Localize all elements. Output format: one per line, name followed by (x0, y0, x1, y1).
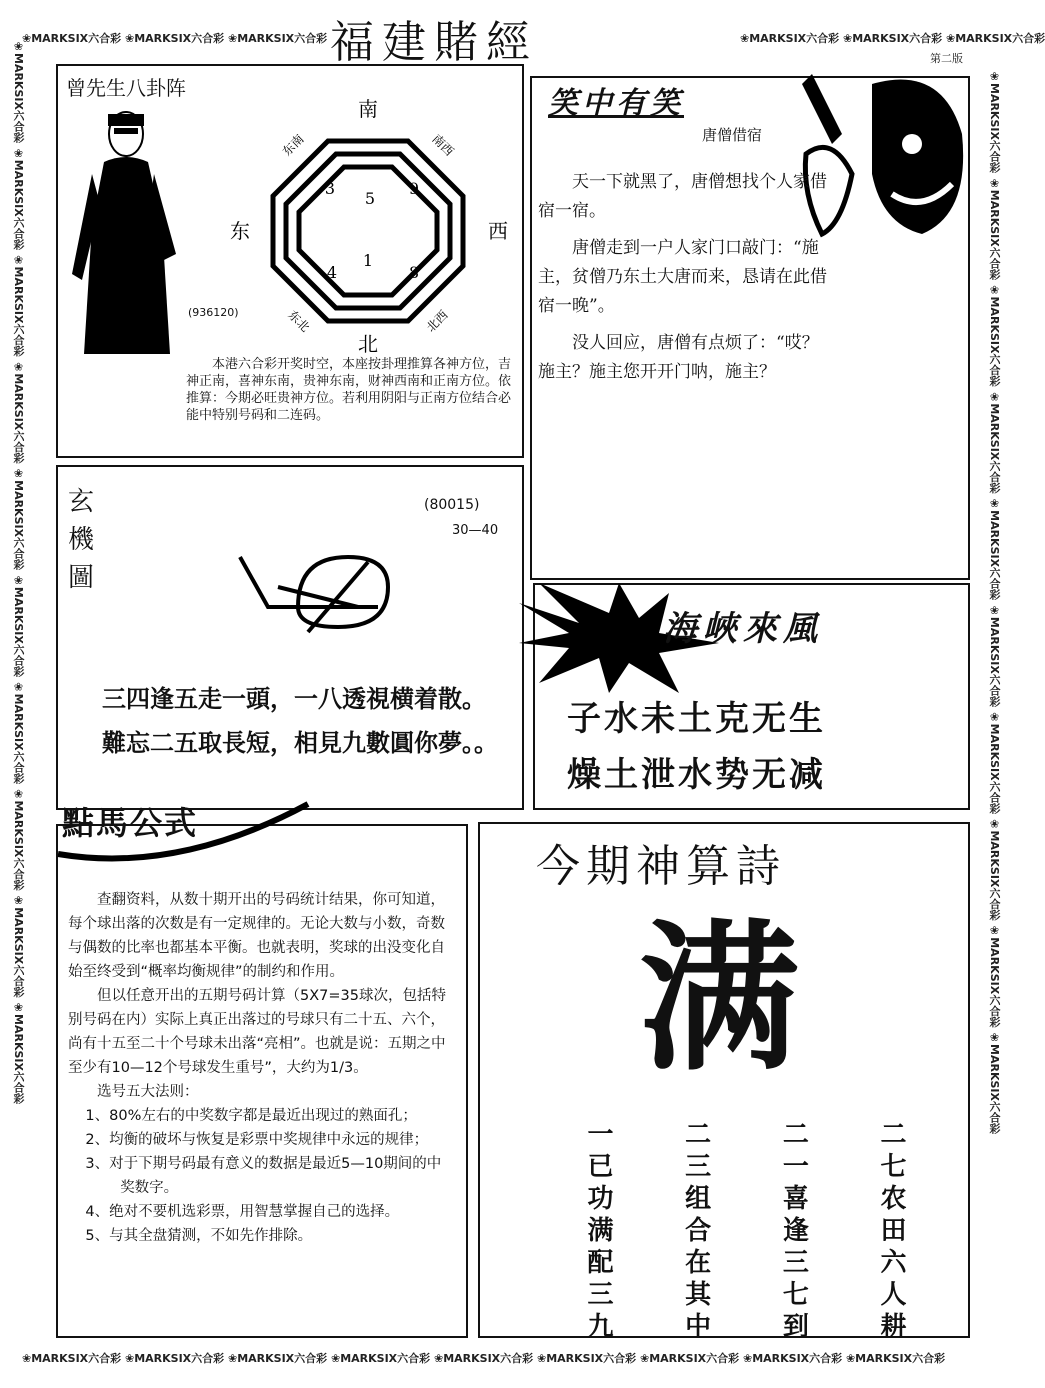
strait-wind-verse (567, 691, 826, 803)
poem-section (478, 822, 970, 1344)
page-title: 福建賭經 (330, 17, 538, 68)
bagua-title: 曾先生八卦阵 (66, 76, 186, 100)
xuanji-section (56, 465, 524, 810)
joke-paragraph: 没人回应，唐僧有点烦了：“哎？施主？施主您开开门呐，施主？ (538, 333, 819, 382)
marksix-strip-top-left: ❀MARKSIX六合彩 ❀MARKSIX六合彩 ❀MARKSIX六合彩 (22, 32, 328, 45)
dianma-paragraph: 查翻资料，从数十期开出的号码统计结果，你可知道，每个球出落的次数是有一定规律的。无论大数与小数，奇数与偶数的比率也都基本平衡。也就表明，奖球的出没变化自始至终受到“概率均衡规律”的制约和作用。 (68, 892, 445, 980)
poem-columns (580, 1120, 910, 1344)
poem-column: 二三组合在其中 (680, 1120, 711, 1344)
poem-column: 二七农田六人耕 (875, 1120, 906, 1344)
rule-item: 1、80%左右的中奖数字都是最近出现过的熟面孔； (85, 1108, 417, 1124)
dianma-body (68, 888, 450, 1248)
figure-code: (936120) (188, 306, 239, 319)
rule-item: 3、对于下期号码最有意义的数据是最近5—10期间的中奖数字。 (85, 1156, 442, 1196)
xuanji-code: (80015) (424, 497, 480, 513)
joke-section (530, 76, 970, 580)
rules-list (68, 1104, 450, 1248)
rule-item: 5、与其全盘猜测，不如先作排除。 (85, 1228, 313, 1244)
marksix-strip-left: ❀MARKSIX六合彩 ❀MARKSIX六合彩 ❀MARKSIX六合彩 ❀MARKSIX六合彩 ❀MARKSIX六合彩 ❀MARKSIX六合彩 ❀MARKSIX六合彩 ❀MARKSIX六合彩 ❀MARKSIX六合彩 ❀MARKSIX六合彩 (12, 40, 25, 1104)
strait-wind-line: 子水未土克无生 (567, 699, 826, 739)
joke-body (538, 168, 834, 395)
bagua-number-5: 5 (364, 189, 376, 208)
strait-wind-title: 海峽來風 (663, 609, 823, 649)
poem-title: 今期神算詩 (536, 841, 786, 892)
bagua-section (56, 64, 524, 458)
bagua-number-9: 9 (408, 179, 420, 198)
poem-column: 一已功满配三九 (583, 1120, 613, 1344)
xuanji-title: 玄 機 圖 (68, 487, 95, 593)
direction-west: 西 (488, 219, 508, 243)
dianma-section (56, 804, 468, 1338)
xuanji-range: 30—40 (452, 523, 499, 538)
joke-subtitle: 唐僧借宿 (702, 126, 763, 144)
direction-southwest: 南西 (429, 131, 457, 159)
direction-east: 东 (230, 219, 250, 243)
direction-south: 南 (358, 97, 378, 121)
strait-wind-section (533, 583, 970, 810)
page-number-label: 第二版 (930, 52, 963, 65)
bagua-number-4: 4 (326, 263, 338, 282)
joke-paragraph: 唐僧走到一户人家门口敲门：“施主，贫僧乃东土大唐而来，恳请在此借宿一晚”。 (538, 238, 827, 316)
rules-title: 选号五大法则： (97, 1084, 199, 1100)
direction-north: 北 (358, 332, 378, 356)
marksix-strip-bottom: ❀MARKSIX六合彩 ❀MARKSIX六合彩 ❀MARKSIX六合彩 ❀MARKSIX六合彩 ❀MARKSIX六合彩 ❀MARKSIX六合彩 ❀MARKSIX六合彩 ❀MARKSIX六合彩 ❀MARKSIX六合彩 (22, 1352, 946, 1365)
strait-wind-line: 燥土泄水势无减 (567, 755, 826, 795)
bagua-number-1: 1 (362, 251, 374, 270)
marksix-strip-top-right: ❀MARKSIX六合彩 ❀MARKSIX六合彩 ❀MARKSIX六合彩 (740, 32, 1045, 45)
xuanji-verse-line: 難忘二五取長短，相見九數圓你夢。。 (102, 729, 498, 757)
joke-paragraph: 天一下就黑了，唐僧想找个人家借宿一宿。 (538, 172, 827, 221)
dianma-title: 點馬公式 (62, 804, 199, 842)
poem-big-character: 满 (638, 904, 799, 1092)
direction-northeast: 东北 (285, 307, 313, 335)
xuanji-drawing (238, 547, 398, 637)
rule-item: 2、均衡的破坏与恢复是彩票中奖规律中永远的规律； (85, 1132, 429, 1148)
poem-column: 二一喜逢三七到 (778, 1120, 809, 1344)
bagua-number-8: 8 (408, 263, 420, 282)
marksix-strip-right: ❀MARKSIX六合彩 ❀MARKSIX六合彩 ❀MARKSIX六合彩 ❀MARKSIX六合彩 ❀MARKSIX六合彩 ❀MARKSIX六合彩 ❀MARKSIX六合彩 ❀MARKSIX六合彩 ❀MARKSIX六合彩 ❀MARKSIX六合彩 (988, 70, 1001, 1134)
direction-northwest: 北西 (423, 307, 451, 335)
xuanji-verse (102, 677, 498, 765)
bagua-description: 本港六合彩开奖时空，本座按卦理推算各神方位，吉神正南，喜神东南，贵神东南，财神西南和正南方位。依推算：今期必旺贵神方位。若利用阴阳与正南方位结合必能中特别号码和二连码。 (186, 357, 512, 423)
joke-title: 笑中有笑 (548, 86, 684, 121)
direction-southeast: 东南 (279, 131, 307, 159)
dianma-paragraph: 但以任意开出的五期号码计算（5X7=35球次，包括特别号码在内）实际上真正出落过的号球只有二十五、六个，尚有十五至二十个号球未出落“亮相”。也就是说：五期之中至少有10—12个号球发生重号”，大约为1/3。 (68, 988, 446, 1076)
bagua-diagram (218, 86, 518, 356)
rule-item: 4、绝对不要机选彩票，用智慧掌握自己的选择。 (85, 1204, 400, 1220)
bagua-number-3: 3 (324, 179, 336, 198)
xuanji-verse-line: 三四逢五走一頭，一八透視横着散。 (102, 685, 486, 713)
master-figure-image (66, 104, 196, 354)
